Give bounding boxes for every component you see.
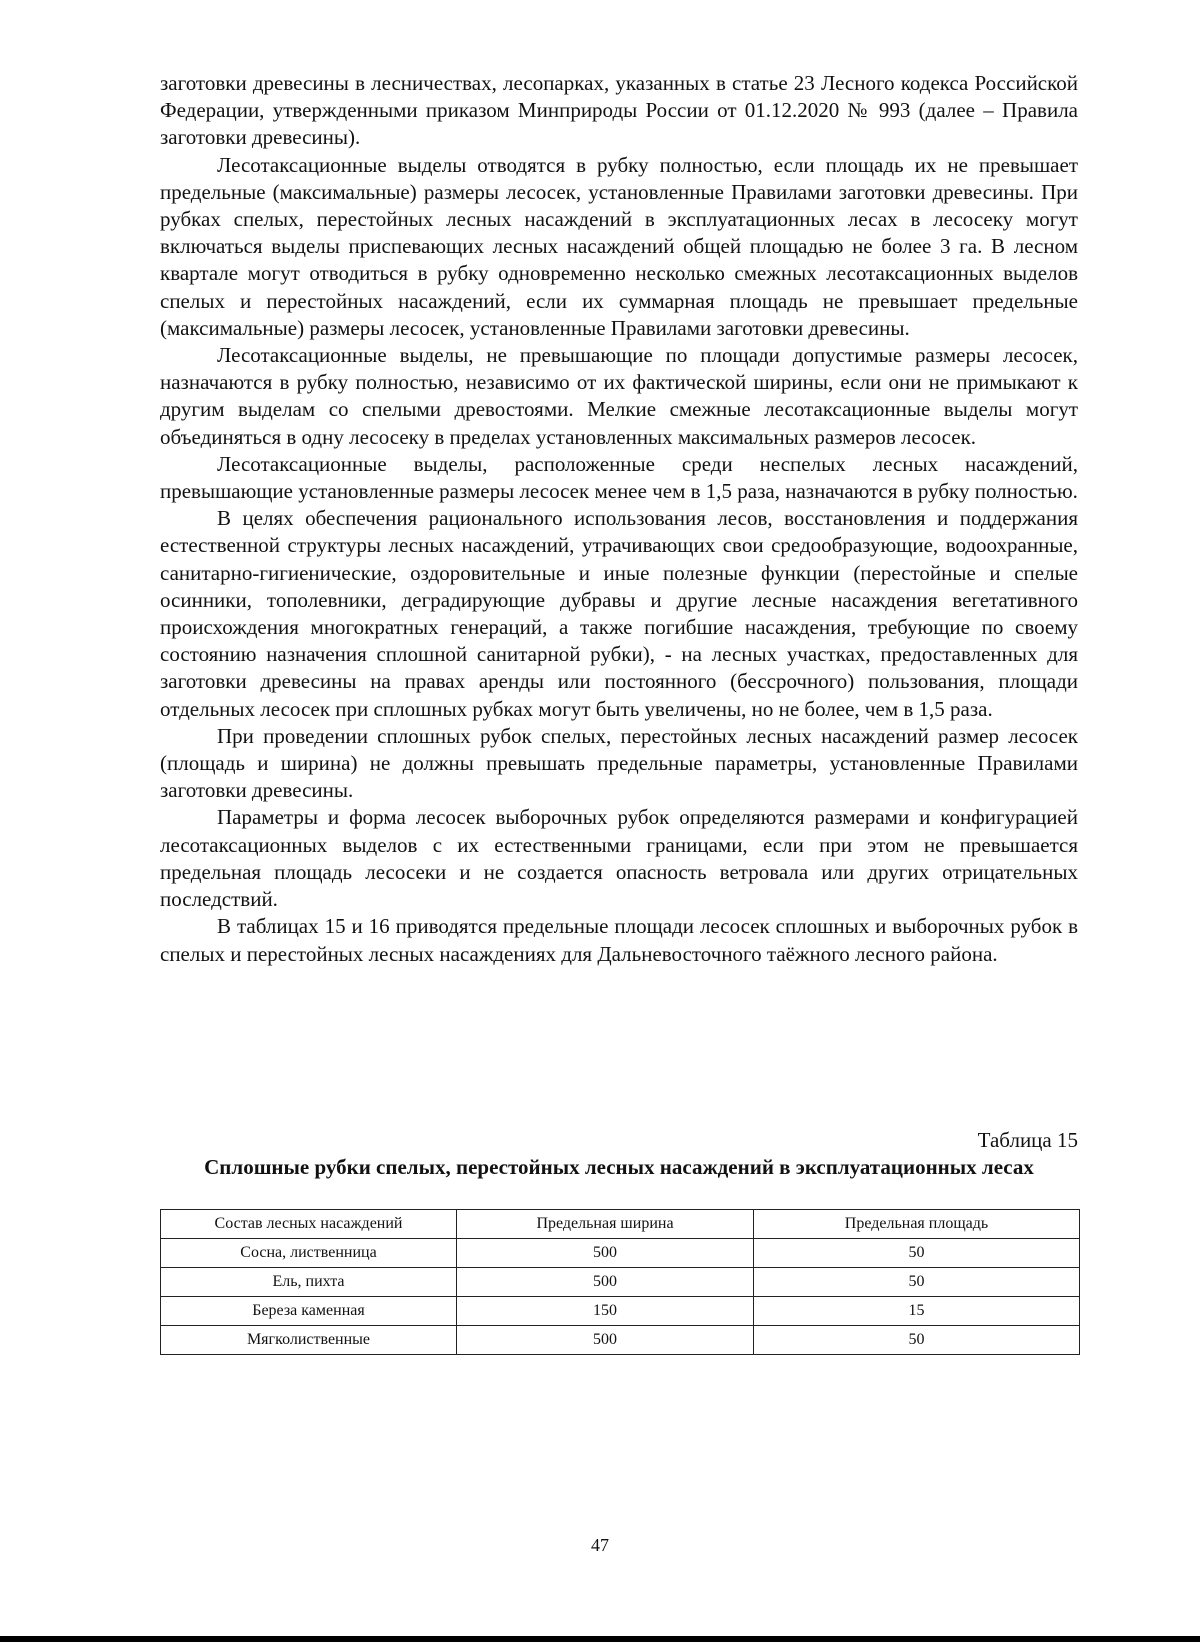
paragraph-7: Параметры и форма лесосек выборочных рубок определяются размерами и конфигурацией лесотаксационных выделов с их естественными границами, если при этом не превышается предельная площадь лесосеки и не создается опасность ветровала или других отрицательных последствий. <box>160 805 1078 912</box>
cell-max-width: 500 <box>457 1239 754 1268</box>
cell-composition: Сосна, лиственница <box>161 1239 457 1268</box>
bottom-border-line <box>0 1636 1200 1642</box>
table-row <box>161 1268 1080 1297</box>
paragraph-4: Лесотаксационные выделы, расположенные среди неспелых лесных насаждений, превышающие установленные размеры лесосек менее чем в 1,5 раза, назначаются в рубку полностью. <box>160 451 1078 504</box>
cutting-limits-table <box>160 1209 1080 1355</box>
page-number: 47 <box>591 1535 609 1555</box>
table-title: Сплошные рубки спелых, перестойных лесных насаждений в эксплуатационных лесах <box>204 1155 1034 1179</box>
cell-max-width: 150 <box>457 1297 754 1326</box>
cell-composition: Береза каменная <box>161 1297 457 1326</box>
paragraph-6: При проведении сплошных рубок спелых, перестойных лесных насаждений размер лесосек (площадь и ширина) не должны превышать предельные параметры, установленные Правилами заготовки древесины. <box>160 723 1078 803</box>
table-number-label: Таблица 15 <box>977 1128 1078 1152</box>
header-max-area: Предельная площадь <box>754 1210 1080 1239</box>
table-row <box>161 1297 1080 1326</box>
paragraph-2: Лесотаксационные выделы отводятся в рубку полностью, если площадь их не превышает предельные (максимальные) размеры лесосек, установленные Правилами заготовки древесины. При рубках спелых, перестойных лесных насаждений в эксплуатационных лесах в лесосеку могут включаться выделы приспевающих лесных насаждений общей площадью не более 3 га. В лесном квартале могут отводиться в рубку одновременно несколько смежных лесотаксационных выделов спелых и перестойных насаждений, если их суммарная площадь не превышает предельные (максимальные) размеры лесосек, установленные Правилами заготовки древесины. <box>160 152 1078 340</box>
paragraph-1: заготовки древесины в лесничествах, лесопарках, указанных в статье 23 Лесного кодекса Российской Федерации, утвержденными приказом Минприроды России от 01.12.2020 № 993 (далее – Правила заготовки древесины). <box>160 71 1078 150</box>
cell-max-area: 15 <box>754 1297 1080 1326</box>
header-max-width: Предельная ширина <box>457 1210 754 1239</box>
cell-max-width: 500 <box>457 1268 754 1297</box>
paragraph-3: Лесотаксационные выделы, не превышающие по площади допустимые размеры лесосек, назначаются в рубку полностью, независимо от их фактической ширины, если они не примыкают к другим выделам со спелыми древостоями. Мелкие смежные лесотаксационные выделы могут объединяться в одну лесосеку в пределах установленных максимальных размеров лесосек. <box>160 343 1078 449</box>
paragraph-8: В таблицах 15 и 16 приводятся предельные площади лесосек сплошных и выборочных рубок в спелых и перестойных лесных насаждениях для Дальневосточного таёжного лесного района. <box>160 914 1078 966</box>
header-composition: Состав лесных насаждений <box>161 1210 457 1239</box>
table-row <box>161 1326 1080 1355</box>
cell-composition: Ель, пихта <box>161 1268 457 1297</box>
table-header-row <box>161 1210 1080 1239</box>
table-row <box>161 1239 1080 1268</box>
cell-max-area: 50 <box>754 1268 1080 1297</box>
cell-composition: Мягколиственные <box>161 1326 457 1355</box>
cell-max-area: 50 <box>754 1326 1080 1355</box>
body-text <box>160 70 1078 968</box>
cell-max-width: 500 <box>457 1326 754 1355</box>
cell-max-area: 50 <box>754 1239 1080 1268</box>
paragraph-5: В целях обеспечения рационального использования лесов, восстановления и поддержания естественной структуры лесных насаждений, утрачивающих свои средообразующие, водоохранные, санитарно-гигиенические, оздоровительные и иные полезные функции (перестойные и спелые осинники, тополевники, деградирующие дубравы и другие лесные насаждения вегетативного происхождения многократных генераций, а также погибшие насаждения, требующие по своему состоянию назначения сплошной санитарной рубки), - на лесных участках, предоставленных для заготовки древесины на правах аренды или постоянного (бессрочного) пользования, площади отдельных лесосек при сплошных рубках могут быть увеличены, но не более, чем в 1,5 раза. <box>160 506 1078 721</box>
